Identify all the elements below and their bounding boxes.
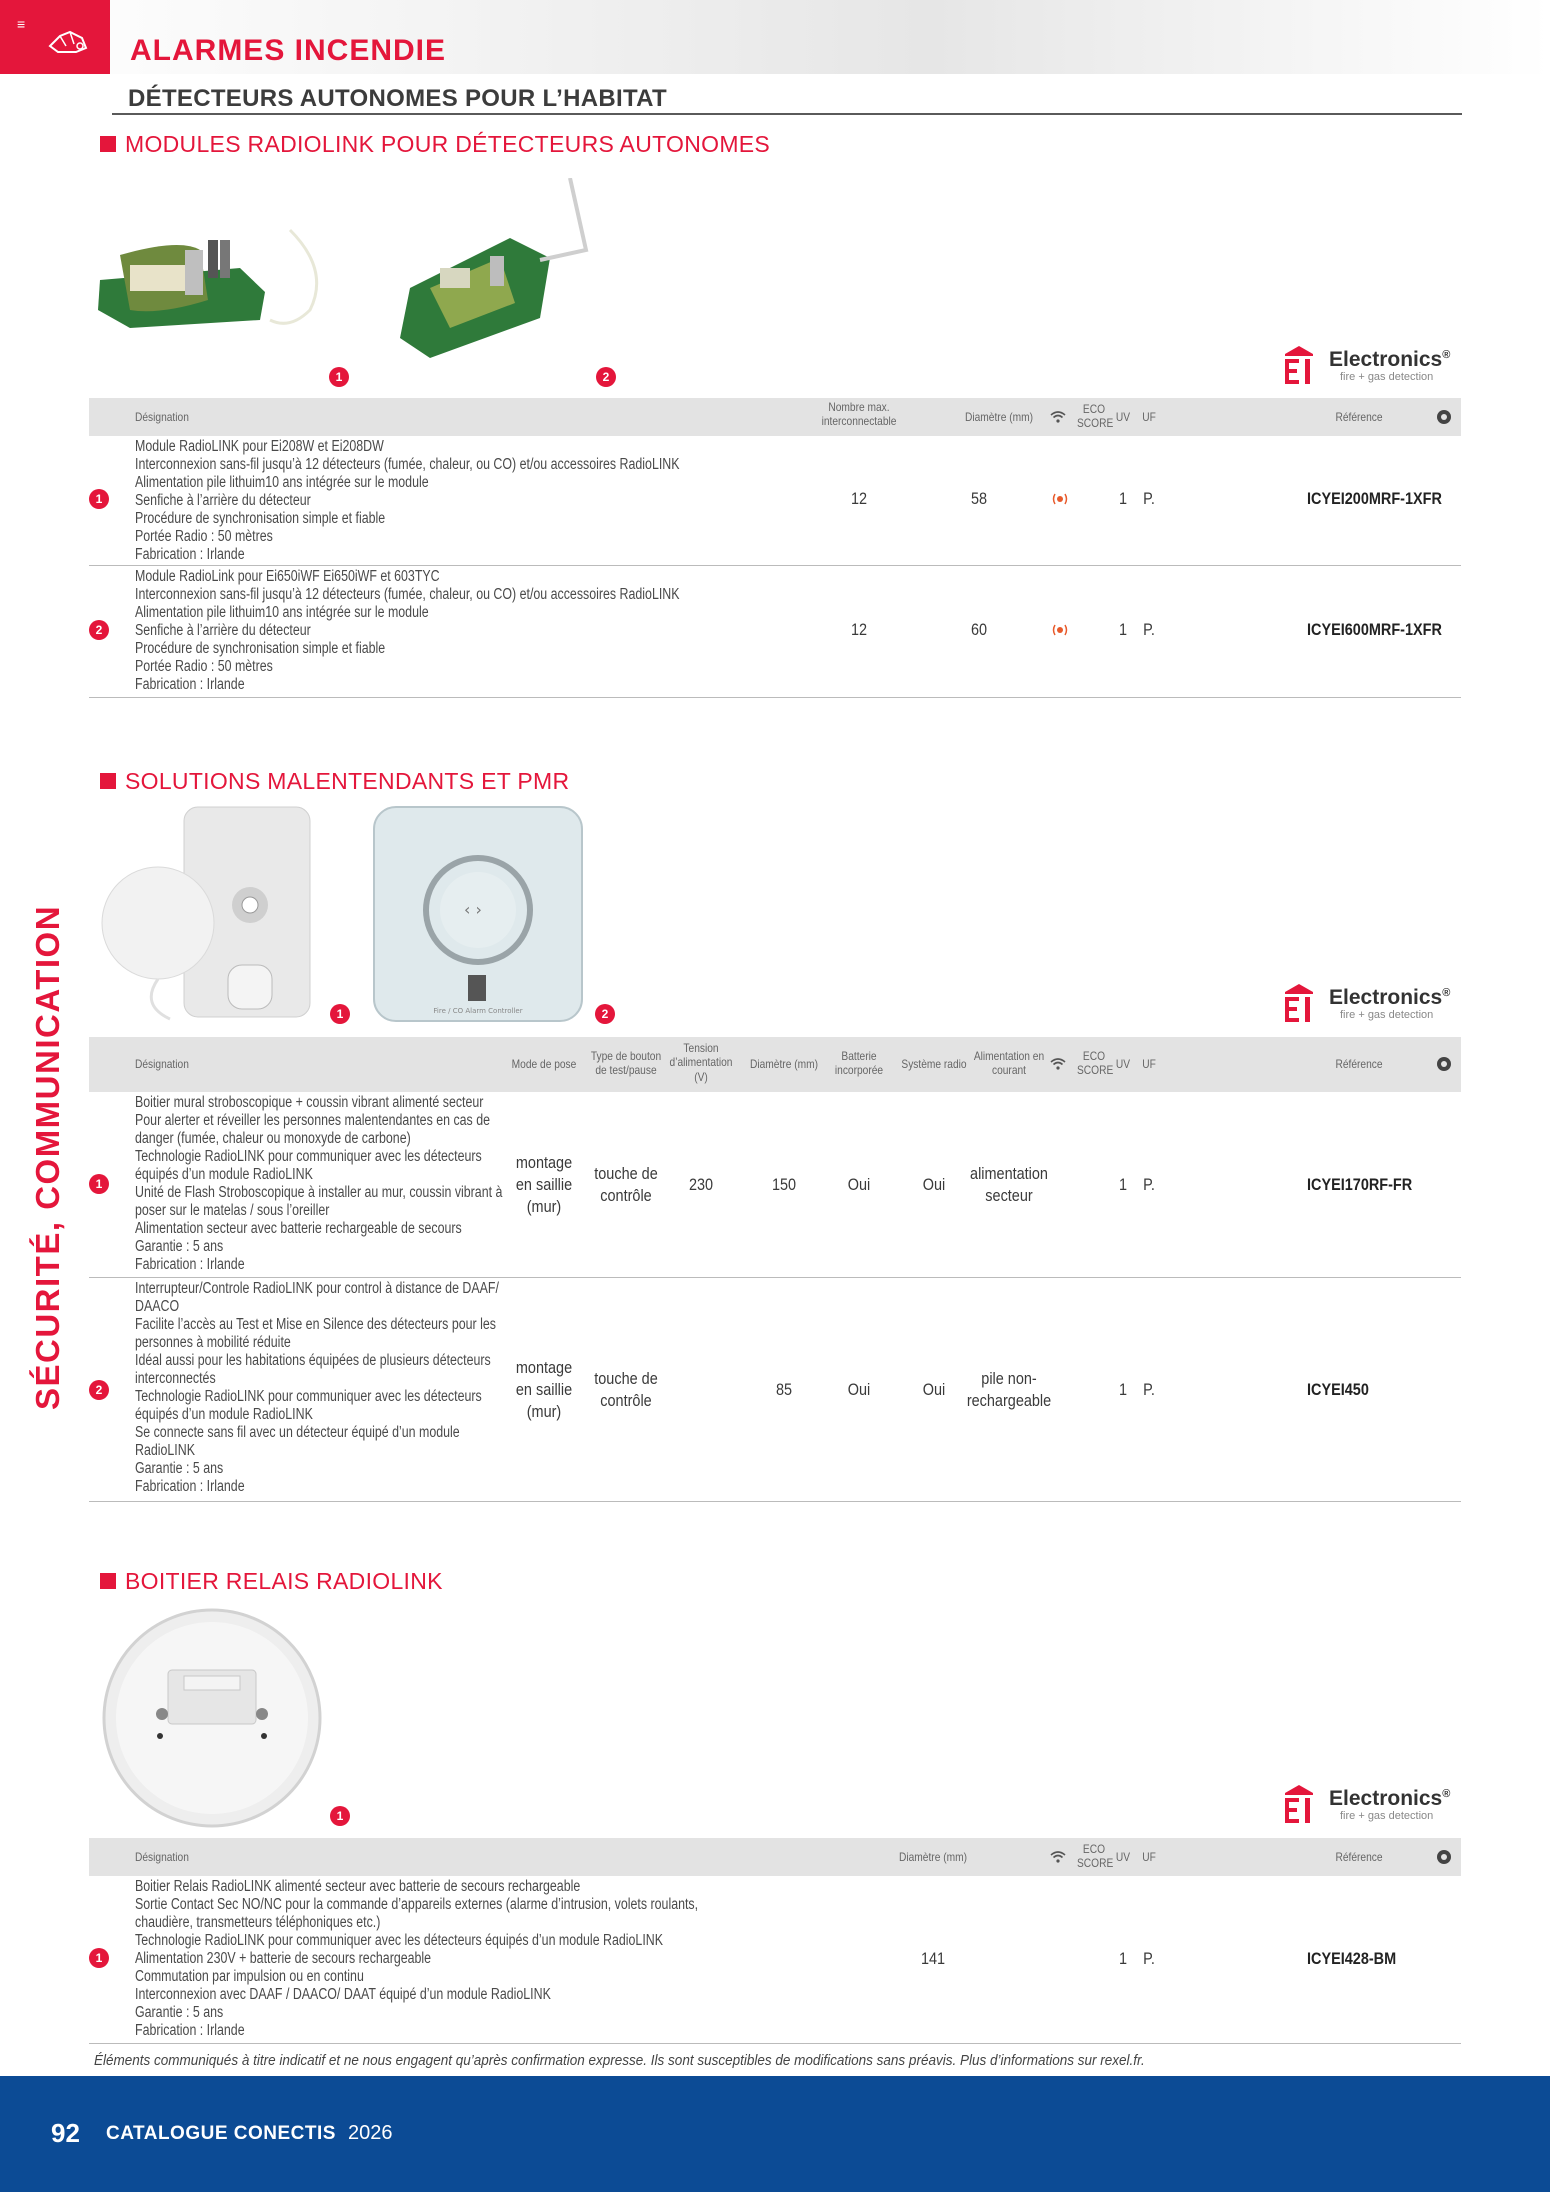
table-row	[89, 1278, 1461, 1502]
cell-batterie: Oui	[847, 1380, 871, 1399]
brand-name: Electronics®	[1329, 348, 1451, 371]
ei-logo-icon	[1283, 982, 1315, 1022]
col-uf: UF	[1142, 410, 1156, 424]
cell-uv: 1	[1118, 1175, 1128, 1194]
cell-reference[interactable]: ICYEI170RF-FR	[1307, 1175, 1413, 1194]
table-row	[89, 436, 1461, 566]
radiolink-module-image-1	[90, 210, 330, 340]
brand-name: Electronics®	[1329, 1787, 1451, 1810]
col-uf: UF	[1142, 1057, 1156, 1071]
table-row	[89, 1092, 1461, 1278]
col-radio: Système radio	[901, 1057, 967, 1071]
col-uf: UF	[1142, 1850, 1156, 1864]
cell-reference[interactable]: ICYEI200MRF-1XFR	[1307, 489, 1442, 508]
disclaimer: Éléments communiqués à titre indicatif et ne nous engagent qu’après confirmation expresse. Ils sont susceptibles de modifications sans préavis. Plus d’informations sur rexel.fr.	[94, 2052, 1145, 2069]
col-uv: UV	[1115, 410, 1131, 424]
col-eco-score: ECO SCORE	[1077, 1049, 1114, 1078]
col-diametre: Diamètre (mm)	[750, 1057, 818, 1071]
row-description: Boitier mural stroboscopique + coussin vibrant alimenté secteur Pour alerter et réveiller les personnes malentendantes en cas de danger (fumée, chaleur ou monoxyde de carbone) Technologie RadioLINK pour communiquer avec les détecteurs équipés d’un module RadioLINK Unité de Flash Stroboscopique à installer au mur, coussin vibrant à poser sur le matelas / sous l’oreiller Alimentation secteur avec batterie rechargeable de secours Garantie : 5 ans Fabrication : Irlande	[135, 1094, 503, 1273]
image-badge-2: 2	[596, 367, 616, 387]
row-description: Boitier Relais RadioLINK alimenté secteur avec batterie de secours rechargeable Sortie Contact Sec NO/NC pour la commande d’appareils externes (alarme d’intrusion, volets roulants, chaudière, transmetteurs téléphoniques etc.) Technologie RadioLINK pour communiquer avec les détecteurs équipés d’un module RadioLINK Alimentation 230V + batterie de secours rechargeable Commutation par impulsion ou en continu Interconnexion avec DAAF / DAACO/ DAAT équipé d’un module RadioLINK Garantie : 5 ans Fabrication : Irlande	[135, 1878, 699, 2039]
electronics-logo	[1283, 340, 1468, 384]
header-rule	[112, 113, 1462, 115]
row-description: Module RadioLINK pour Ei208W et Ei208DW Interconnexion sans-fil jusqu’à 12 détecteurs (fumée, chaleur, ou CO) et/ou accessoires RadioLINK Alimentation pile lithuim10 ans intégrée sur le module Senfiche à l’arrière du détecteur Procédure de synchronisation simple et fiable Portée Radio : 50 mètres Fabrication : Irlande	[135, 438, 680, 563]
row-badge: 2	[89, 620, 109, 640]
table-modules	[89, 398, 1461, 700]
section-square-icon	[100, 1573, 116, 1589]
cell-uv: 1	[1118, 620, 1128, 639]
relay-box-image	[100, 1606, 324, 1830]
cell-diametre: 58	[970, 489, 988, 508]
cell-reference[interactable]: ICYEI428-BM	[1307, 1949, 1397, 1968]
ei-logo-icon	[1283, 344, 1315, 384]
cell-uv: 1	[1118, 1949, 1128, 1968]
cell-radio: Oui	[922, 1175, 946, 1194]
electronics-logo	[1283, 1779, 1468, 1823]
cell-bouton: touche de contrôle	[594, 1369, 658, 1410]
section-title-modules	[100, 131, 770, 158]
brand-tagline: fire + gas detection	[1340, 1009, 1434, 1021]
cell-uf: P.	[1143, 489, 1155, 508]
catalogue-year: 2026	[348, 2122, 393, 2144]
electronics-logo	[1283, 978, 1468, 1022]
image-badge-1: 1	[329, 367, 349, 387]
table-header	[89, 1037, 1461, 1092]
table-malentendants	[89, 1037, 1461, 1502]
controller-image	[372, 805, 584, 1025]
table-relais	[89, 1838, 1461, 2043]
catalogue-name: CATALOGUE CONECTIS	[106, 2123, 336, 2144]
col-nombre: Nombre max. interconnectable	[821, 400, 897, 429]
section-title-relais	[100, 1568, 443, 1595]
cell-batterie: Oui	[847, 1175, 871, 1194]
cell-uf: P.	[1143, 1949, 1155, 1968]
col-designation: Désignation	[135, 1057, 189, 1071]
col-uv: UV	[1115, 1850, 1131, 1864]
cell-uf: P.	[1143, 620, 1155, 639]
settings-icon[interactable]	[1436, 409, 1452, 425]
cell-diametre: 60	[970, 620, 988, 639]
category-tab[interactable]	[0, 0, 110, 74]
cell-mode: montage en saillie (mur)	[515, 1358, 573, 1421]
col-eco-score: ECO SCORE	[1077, 402, 1114, 431]
row-description: Module RadioLink pour Ei650iWF Ei650iWF et 603TYC Interconnexion sans-fil jusqu’à 12 détecteurs (fumée, chaleur, ou CO) et/ou accessoires RadioLINK Alimentation pile lithuim10 ans intégrée sur le module Senfiche à l’arrière du détecteur Procédure de synchronisation simple et fiable Portée Radio : 50 mètres Fabrication : Irlande	[135, 568, 680, 693]
col-batterie: Batterie incorporée	[834, 1049, 884, 1078]
cell-nombre: 12	[850, 489, 868, 508]
col-bouton: Type de bouton de test/pause	[590, 1049, 662, 1078]
section-square-icon	[100, 136, 116, 152]
controller-label: Fire / CO Alarm Controller	[433, 1007, 523, 1015]
cell-diametre: 141	[920, 1949, 946, 1968]
side-section-label: SÉCURITÉ, COMMUNICATION	[29, 904, 66, 1410]
image-badge-2: 2	[595, 1004, 615, 1024]
row-badge: 2	[89, 1380, 109, 1400]
wifi-icon	[1050, 1851, 1066, 1863]
col-designation: Désignation	[135, 410, 189, 424]
image-badge-1: 1	[330, 1004, 350, 1024]
row-badge: 1	[89, 1948, 109, 1968]
cell-mode: montage en saillie (mur)	[515, 1153, 573, 1216]
col-alim: Alimentation en courant	[973, 1049, 1045, 1078]
cell-tension: 230	[688, 1175, 714, 1194]
brand-tagline: fire + gas detection	[1340, 371, 1434, 383]
cell-uv: 1	[1118, 489, 1128, 508]
ei-logo-icon	[1283, 1783, 1315, 1823]
col-reference: Référence	[1335, 1850, 1383, 1864]
col-reference: Référence	[1335, 1057, 1383, 1071]
col-tension: Tension d’alimentation (V)	[669, 1041, 733, 1084]
radio-icon	[1051, 624, 1069, 636]
cell-alim: pile non- rechargeable	[966, 1369, 1052, 1410]
settings-icon[interactable]	[1436, 1849, 1452, 1865]
cell-diametre: 85	[775, 1380, 793, 1399]
section-title-text: BOITIER RELAIS RADIOLINK	[125, 1568, 443, 1594]
col-designation: Désignation	[135, 1850, 189, 1864]
table-row	[89, 1876, 1461, 2044]
table-header	[89, 1838, 1461, 1876]
cell-alim: alimentation secteur	[970, 1164, 1048, 1205]
page-number: 92	[51, 2118, 80, 2148]
cell-uv: 1	[1118, 1380, 1128, 1399]
cell-reference[interactable]: ICYEI600MRF-1XFR	[1307, 620, 1442, 639]
section-square-icon	[100, 773, 116, 789]
cell-uf: P.	[1143, 1175, 1155, 1194]
row-badge: 1	[89, 489, 109, 509]
col-eco-score: ECO SCORE	[1077, 1842, 1114, 1871]
radiolink-module-image-2	[390, 178, 610, 378]
section-title-text: SOLUTIONS MALENTENDANTS ET PMR	[125, 768, 570, 794]
table-header	[89, 398, 1461, 436]
col-mode: Mode de pose	[511, 1057, 577, 1071]
col-uv: UV	[1115, 1057, 1131, 1071]
cell-bouton: touche de contrôle	[594, 1164, 658, 1205]
page-subtitle: DÉTECTEURS AUTONOMES POUR L’HABITAT	[128, 85, 667, 112]
col-diametre: Diamètre (mm)	[965, 410, 1033, 424]
cell-uf: P.	[1143, 1380, 1155, 1399]
table-row	[89, 566, 1461, 698]
settings-icon[interactable]	[1436, 1056, 1452, 1072]
radio-icon	[1051, 493, 1069, 505]
section-title-text: MODULES RADIOLINK POUR DÉTECTEURS AUTONOMES	[125, 131, 771, 157]
wifi-icon	[1050, 411, 1066, 423]
fire-alarm-icon	[46, 28, 90, 54]
cell-reference[interactable]: ICYEI450	[1307, 1380, 1369, 1399]
col-reference: Référence	[1335, 410, 1383, 424]
image-badge-1: 1	[330, 1806, 350, 1826]
svg-text:‹ ›: ‹ ›	[464, 900, 482, 919]
menu-icon[interactable]: ≡	[17, 16, 26, 32]
wifi-icon	[1050, 1058, 1066, 1070]
strobe-unit-image	[100, 805, 315, 1025]
cell-diametre: 150	[771, 1175, 797, 1194]
row-badge: 1	[89, 1174, 109, 1194]
row-description: Interrupteur/Controle RadioLINK pour control à distance de DAAF/ DAACO Facilite l’accès au Test et Mise en Silence des détecteurs pour les personnes à mobilité réduite Idéal aussi pour les habitations équipées de plusieurs détecteurs interconnectés Technologie RadioLINK pour communiquer avec les détecteurs équipés d’un module RadioLINK Se connecte sans fil avec un détecteur équipé d’un module RadioLINK Garantie : 5 ans Fabrication : Irlande	[135, 1280, 499, 1495]
brand-tagline: fire + gas detection	[1340, 1810, 1434, 1822]
section-title-malentendants	[100, 768, 569, 795]
page-category-title: ALARMES INCENDIE	[130, 34, 447, 67]
footer	[0, 2076, 1550, 2192]
cell-radio: Oui	[922, 1380, 946, 1399]
col-diametre: Diamètre (mm)	[899, 1850, 967, 1864]
cell-nombre: 12	[850, 620, 868, 639]
brand-name: Electronics®	[1329, 986, 1451, 1009]
